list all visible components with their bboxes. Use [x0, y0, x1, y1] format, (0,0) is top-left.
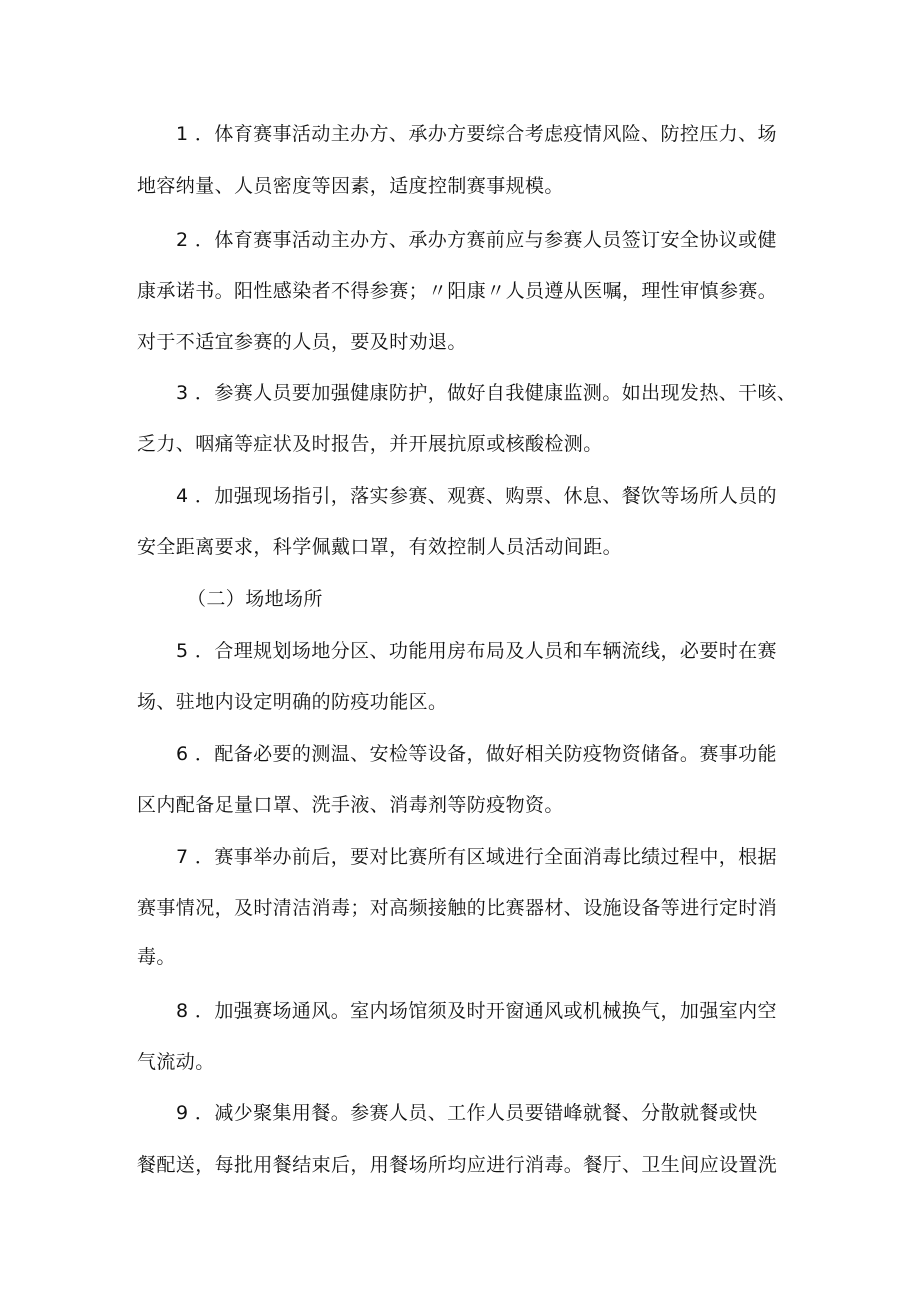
item-9-line-1: 9 ．减少聚集用餐。参赛人员、工作人员要错峰就餐、分散就餐或快: [176, 1102, 758, 1124]
item-1-line-1: 1 ．体育赛事活动主办方、承办方要综合考虑疫情风险、防控压力、场: [176, 123, 777, 145]
item-6-line-2: 区内配备足量口罩、洗手液、消毒剂等防疫物资。: [137, 794, 564, 816]
item-5-line-2: 场、驻地内设定明确的防疫功能区。: [137, 691, 448, 713]
item-3-line-1: 3 ．参赛人员要加强健康防护，做好自我健康监测。如出现发热、干咳、: [176, 382, 797, 404]
item-3-line-2: 乏力、咽痛等症状及时报告，并开展抗原或核酸检测。: [137, 433, 603, 455]
section-heading: （二）场地场所: [187, 588, 323, 610]
item-2-line-2: 康承诺书。阳性感染者不得参赛；〃阳康〃人员遵从医嘱，理性审慎参赛。: [137, 280, 778, 302]
item-9-line-2: 餐配送，每批用餐结束后，用餐场所均应进行消毒。餐厅、卫生间应设置洗: [137, 1154, 778, 1176]
item-7-line-2: 赛事情况，及时清洁消毒；对高频接触的比赛器材、设施设备等进行定时消: [137, 897, 778, 919]
item-6-line-1: 6 ．配备必要的测温、安检等设备，做好相关防疫物资储备。赛事功能: [176, 743, 777, 765]
item-1-line-2: 地容纳量、人员密度等因素，适度控制赛事规模。: [137, 175, 564, 197]
item-5-line-1: 5 ．合理规划场地分区、功能用房布局及人员和车辆流线，必要时在赛: [176, 640, 777, 662]
item-4-line-1: 4 ．加强现场指引，落实参赛、观赛、购票、休息、餐饮等场所人员的: [176, 485, 777, 507]
item-8-line-1: 8 ．加强赛场通风。室内场馆须及时开窗通风或机械换气，加强室内空: [176, 1000, 777, 1022]
item-2-line-1: 2 ．体育赛事活动主办方、承办方赛前应与参赛人员签订安全协议或健: [176, 229, 777, 251]
item-2-line-3: 对于不适宜参赛的人员，要及时劝退。: [137, 331, 467, 353]
item-7-line-3: 毒。: [137, 946, 176, 968]
item-8-line-2: 气流动。: [137, 1051, 215, 1073]
item-4-line-2: 安全距离要求，科学佩戴口罩，有效控制人员活动间距。: [137, 536, 623, 558]
item-7-line-1: 7 ．赛事举办前后，要对比赛所有区域进行全面消毒比绩过程中，根据: [176, 846, 777, 868]
